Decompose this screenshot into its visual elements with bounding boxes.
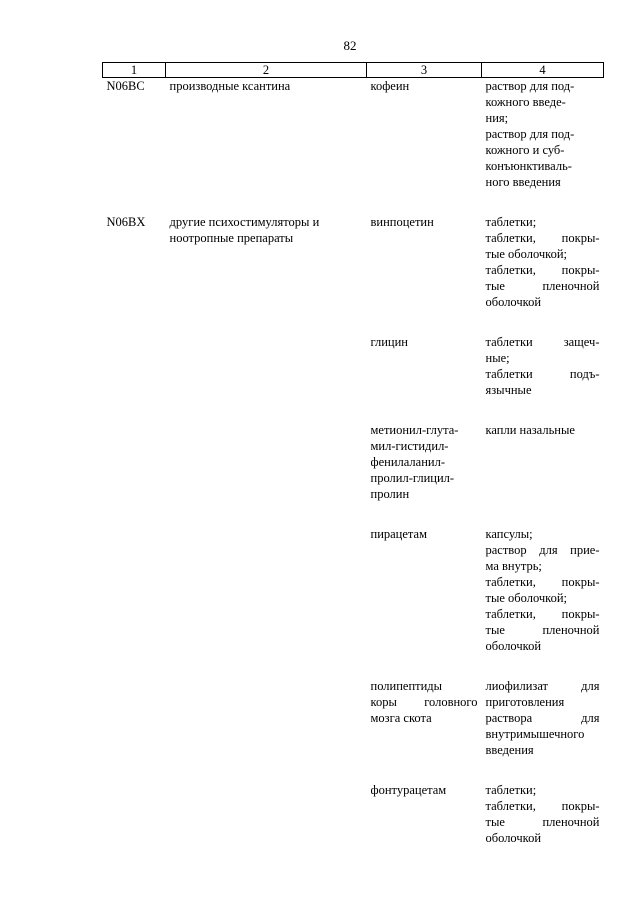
substance-cell [367,782,482,846]
dosage-form-line: внутримышечного [485,727,585,741]
group-name-cell [166,782,367,846]
dosage-form-line: раствор для под- [485,127,575,141]
group-name-cell [166,526,367,654]
dosage-form-line: таблетки; [485,783,537,797]
page-number: 82 [343,38,357,53]
dosage-form-line: ные; [485,351,510,365]
substance-cell [367,214,482,310]
spacer-cell [166,310,367,334]
dosage-form-cell [482,422,604,502]
dosage-form-line: тые пленочной [485,279,600,293]
dosage-form-line: язычные [485,383,532,397]
group-name-cell: другие психостимуляторы и ноотропные препараты [169,215,320,245]
column-header-1: 1 [103,63,166,78]
spacer-cell [103,758,166,782]
group-name-cell [166,334,367,398]
dosage-form-line: таблетки, покры- [485,263,600,277]
substance-cell [367,334,482,398]
substance-cell [367,78,482,191]
spacer-cell [482,310,604,334]
row-spacer [103,502,604,526]
row-spacer [103,310,604,334]
dosage-form-line: тые оболочкой; [485,247,568,261]
spacer-cell [166,190,367,214]
dosage-form-line: раствора для [485,711,600,725]
spacer-cell [482,398,604,422]
substance-cell [367,678,482,758]
table-body [103,78,604,847]
dosage-form-line: раствор для прие- [485,543,600,557]
row-spacer [103,758,604,782]
atc-code-cell [103,782,166,846]
group-name-cell [166,678,367,758]
dosage-form-cell [482,214,604,310]
table-row [103,422,604,502]
row-spacer [103,654,604,678]
substance-line: полипептиды [370,679,443,693]
atc-code-cell: N06BX [106,215,146,229]
table-row [103,78,604,191]
spacer-cell [367,502,482,526]
dosage-form-line: таблетки; [485,215,537,229]
substance-line: метионил-глута- [370,423,459,437]
drug-table [102,62,604,846]
substance-line: фенилаланил- [370,455,445,469]
dosage-form-cell [482,678,604,758]
dosage-form-line: кожного введе- [485,95,566,109]
dosage-form-line: введения [485,743,534,757]
spacer-cell [367,398,482,422]
atc-code-cell [103,334,166,398]
substance-line: пролил-глицил- [370,471,455,485]
spacer-cell [482,758,604,782]
dosage-form-line: ния; [485,111,509,125]
spacer-cell [166,758,367,782]
row-spacer [103,398,604,422]
dosage-form-line: капсулы; [485,527,533,541]
substance-cell [367,422,482,502]
dosage-form-line: конъюнктиваль- [485,159,572,173]
spacer-cell [103,398,166,422]
substance-line: мил-гистидил- [370,439,449,453]
substance-line: пролин [370,487,410,501]
dosage-form-line: капли назальные [485,423,575,437]
substance-line: винпоцетин [370,215,434,229]
dosage-form-line: раствор для под- [485,79,575,93]
dosage-form-line: оболочкой [485,295,542,309]
group-name-cell [166,422,367,502]
dosage-form-line: кожного и суб- [485,143,565,157]
dosage-form-line: таблетки, покры- [485,799,600,813]
table-row [103,678,604,758]
dosage-form-line: таблетки, покры- [485,575,600,589]
substance-line: глицин [370,335,408,349]
spacer-cell [482,502,604,526]
dosage-form-line: тые пленочной [485,623,600,637]
spacer-cell [103,190,166,214]
substance-line: фонтурацетам [370,783,447,797]
dosage-form-line: оболочкой [485,831,542,845]
dosage-form-line: ного введения [485,175,561,189]
substance-line: коры головного [370,695,478,709]
spacer-cell [482,654,604,678]
atc-code-cell: N06BC [106,79,145,93]
column-header-2: 2 [166,63,367,78]
spacer-cell [367,758,482,782]
atc-code-cell [103,678,166,758]
spacer-cell [166,654,367,678]
table-row [103,334,604,398]
spacer-cell [482,190,604,214]
atc-code-cell [103,422,166,502]
table-row [103,526,604,654]
spacer-cell [103,310,166,334]
dosage-form-cell [482,334,604,398]
substance-cell [367,526,482,654]
dosage-form-line: таблетки подъ- [485,367,600,381]
table-row [103,214,604,310]
dosage-form-cell [482,782,604,846]
dosage-form-line: тые оболочкой; [485,591,568,605]
spacer-cell [166,398,367,422]
dosage-form-line: таблетки, покры- [485,231,600,245]
substance-line: пирацетам [370,527,427,541]
row-spacer [103,190,604,214]
spacer-cell [367,190,482,214]
table-row [103,782,604,846]
dosage-form-line: приготовления [485,695,565,709]
header-row [103,63,604,78]
dosage-form-line: таблетки защеч- [485,335,600,349]
spacer-cell [367,310,482,334]
dosage-form-line: ма внутрь; [485,559,542,573]
dosage-form-line: таблетки, покры- [485,607,600,621]
dosage-form-line: лиофилизат для [485,679,600,693]
column-header-4: 4 [482,63,604,78]
spacer-cell [103,654,166,678]
dosage-form-line: тые пленочной [485,815,600,829]
spacer-cell [166,502,367,526]
atc-code-cell [103,526,166,654]
dosage-form-cell [482,78,604,191]
dosage-form-cell [482,526,604,654]
substance-line: мозга скота [370,711,432,725]
substance-line: кофеин [370,79,410,93]
group-name-cell: производные ксантина [169,79,291,93]
spacer-cell [367,654,482,678]
dosage-form-line: оболочкой [485,639,542,653]
column-header-3: 3 [367,63,482,78]
spacer-cell [103,502,166,526]
